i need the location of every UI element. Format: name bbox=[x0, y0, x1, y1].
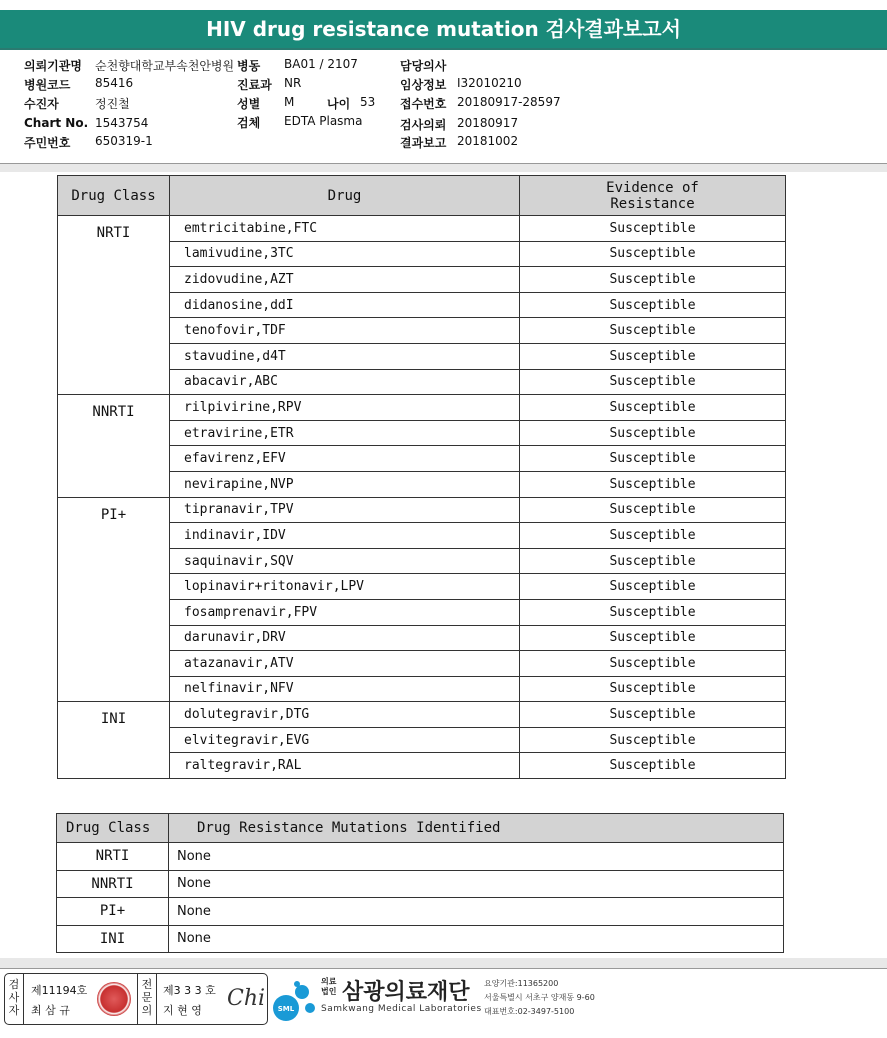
institution-value: 순천향대학교부속천안병원 bbox=[95, 59, 235, 73]
resistance-result-cell: Susceptible bbox=[520, 548, 786, 574]
resistance-result-cell: Susceptible bbox=[520, 599, 786, 625]
sig-divider-2 bbox=[137, 974, 138, 1024]
footer bbox=[0, 958, 887, 1038]
drug-name-cell: nelfinavir,NFV bbox=[170, 676, 520, 702]
drug-name-cell: nevirapine,NVP bbox=[170, 471, 520, 497]
org-english-name: Samkwang Medical Laboratories bbox=[321, 1004, 482, 1014]
examiner-label: 검 사 자 bbox=[8, 978, 20, 1017]
doctor-label: 담당의사 bbox=[400, 59, 447, 73]
specimen-label: 검체 bbox=[237, 116, 261, 130]
resistance-result-cell: Susceptible bbox=[520, 574, 786, 600]
org-address: 서울특별시 서초구 양재동 9-60 bbox=[484, 993, 595, 1002]
drug-name-cell: didanosine,ddI bbox=[170, 292, 520, 318]
drug-name-cell: efavirenz,EFV bbox=[170, 446, 520, 472]
drug-name-cell: lamivudine,3TC bbox=[170, 241, 520, 267]
resistance-result-cell: Susceptible bbox=[520, 216, 786, 242]
resistance-result-cell: Susceptible bbox=[520, 292, 786, 318]
chart-value: 1543754 bbox=[95, 116, 149, 130]
drug-name-cell: dolutegravir,DTG bbox=[170, 702, 520, 728]
drug-name-cell: saquinavir,SQV bbox=[170, 548, 520, 574]
dept-label: 진료과 bbox=[237, 78, 272, 92]
info-gray-band bbox=[0, 164, 887, 172]
org-phone: 대표번호:02-3497-5100 bbox=[484, 1007, 575, 1016]
org-name: 삼광의료재단 bbox=[342, 980, 470, 1005]
drug-name-cell: atazanavir,ATV bbox=[170, 651, 520, 677]
resistance-result-cell: Susceptible bbox=[520, 497, 786, 523]
resistance-table bbox=[57, 175, 786, 779]
sml-logo-text: SML bbox=[277, 1005, 295, 1013]
patient-value: 정진철 bbox=[95, 97, 130, 111]
drug-name-cell: raltegravir,RAL bbox=[170, 753, 520, 779]
ward-label: 병동 bbox=[237, 59, 261, 73]
drug-name-cell: etravirine,ETR bbox=[170, 420, 520, 446]
sml-logo-icon bbox=[272, 978, 318, 1024]
resistance-result-cell: Susceptible bbox=[520, 446, 786, 472]
mutation-value-cell: None bbox=[169, 843, 784, 871]
report-title: HIV drug resistance mutation 검사결과보고서 bbox=[0, 10, 887, 48]
resistance-result-cell: Susceptible bbox=[520, 753, 786, 779]
sig-divider-3 bbox=[156, 974, 157, 1024]
resistance-result-cell: Susceptible bbox=[520, 702, 786, 728]
resistance-result-cell: Susceptible bbox=[520, 651, 786, 677]
request-label: 검사의뢰 bbox=[400, 118, 447, 132]
drug-name-cell: abacavir,ABC bbox=[170, 369, 520, 395]
specimen-value: EDTA Plasma bbox=[284, 114, 363, 128]
sex-value: M bbox=[284, 95, 295, 109]
mutation-row bbox=[57, 898, 784, 926]
resistance-result-cell: Susceptible bbox=[520, 420, 786, 446]
examiner-name: 최 삼 규 bbox=[31, 1004, 70, 1017]
mutation-header-row bbox=[57, 814, 784, 843]
resistance-result-cell: Susceptible bbox=[520, 369, 786, 395]
specialist-name: 지 현 영 bbox=[163, 1004, 202, 1017]
resistance-result-cell: Susceptible bbox=[520, 676, 786, 702]
specialist-signature: Chi bbox=[227, 986, 266, 1011]
drug-name-cell: fosamprenavir,FPV bbox=[170, 599, 520, 625]
mutation-row bbox=[57, 925, 784, 953]
resistance-result-cell: Susceptible bbox=[520, 523, 786, 549]
mutation-row bbox=[57, 870, 784, 898]
sex-label: 성별 bbox=[237, 97, 261, 111]
resistance-header-row bbox=[58, 176, 786, 216]
drug-class-cell: INI bbox=[58, 702, 170, 779]
mutation-class-cell: PI+ bbox=[57, 898, 169, 926]
specialist-no: 제3 3 3 호 bbox=[163, 984, 216, 997]
col-evidence-line1: Evidence of bbox=[606, 179, 699, 196]
mutation-table bbox=[56, 813, 784, 953]
title-rule bbox=[0, 48, 887, 50]
mutation-value-cell: None bbox=[169, 898, 784, 926]
mutation-class-cell: INI bbox=[57, 925, 169, 953]
col-mutations: Drug Resistance Mutations Identified bbox=[169, 814, 784, 843]
drug-name-cell: emtricitabine,FTC bbox=[170, 216, 520, 242]
drug-name-cell: zidovudine,AZT bbox=[170, 267, 520, 293]
footer-rule bbox=[0, 968, 887, 969]
mutation-value-cell: None bbox=[169, 925, 784, 953]
id-value: 650319-1 bbox=[95, 134, 153, 148]
drug-name-cell: stavudine,d4T bbox=[170, 343, 520, 369]
mutation-body bbox=[57, 843, 784, 953]
drug-name-cell: elvitegravir,EVG bbox=[170, 727, 520, 753]
col-drug-class: Drug Class bbox=[58, 176, 170, 216]
col-evidence-line2: Resistance bbox=[610, 195, 695, 212]
clinical-value: I32010210 bbox=[457, 76, 522, 90]
drug-name-cell: tenofovir,TDF bbox=[170, 318, 520, 344]
receipt-value: 20180917-28597 bbox=[457, 95, 561, 109]
patient-label: 수진자 bbox=[24, 97, 59, 111]
resistance-result-cell: Susceptible bbox=[520, 318, 786, 344]
age-label: 나이 bbox=[327, 97, 351, 111]
resistance-result-cell: Susceptible bbox=[520, 267, 786, 293]
report-value: 20181002 bbox=[457, 134, 519, 148]
institution-label: 의뢰기관명 bbox=[24, 59, 82, 73]
examiner-seal-icon bbox=[97, 982, 131, 1016]
col-mut-class: Drug Class bbox=[57, 814, 169, 843]
chart-label: Chart No. bbox=[24, 116, 89, 130]
ward-value: BA01 / 2107 bbox=[284, 57, 358, 71]
drug-class-cell: PI+ bbox=[58, 497, 170, 702]
drug-class-cell: NRTI bbox=[58, 216, 170, 395]
examiner-no: 제11194호 bbox=[31, 984, 88, 997]
mutation-value-cell: None bbox=[169, 870, 784, 898]
request-value: 20180917 bbox=[457, 116, 519, 130]
drug-name-cell: indinavir,IDV bbox=[170, 523, 520, 549]
resistance-result-cell: Susceptible bbox=[520, 343, 786, 369]
clinical-label: 임상정보 bbox=[400, 78, 447, 92]
org-code: 요양기관:11365200 bbox=[484, 979, 559, 988]
resistance-body bbox=[58, 216, 786, 779]
drug-name-cell: darunavir,DRV bbox=[170, 625, 520, 651]
org-type: 의료 법인 bbox=[321, 977, 337, 996]
resistance-row bbox=[58, 702, 786, 728]
resistance-result-cell: Susceptible bbox=[520, 395, 786, 421]
mutation-class-cell: NNRTI bbox=[57, 870, 169, 898]
resistance-row bbox=[58, 216, 786, 242]
receipt-label: 접수번호 bbox=[400, 97, 447, 111]
mutation-class-cell: NRTI bbox=[57, 843, 169, 871]
hospital-code-label: 병원코드 bbox=[24, 78, 71, 92]
resistance-result-cell: Susceptible bbox=[520, 241, 786, 267]
drug-name-cell: rilpivirine,RPV bbox=[170, 395, 520, 421]
resistance-result-cell: Susceptible bbox=[520, 471, 786, 497]
drug-name-cell: lopinavir+ritonavir,LPV bbox=[170, 574, 520, 600]
age-value: 53 bbox=[360, 95, 376, 109]
sig-divider-1 bbox=[23, 974, 24, 1024]
id-label: 주민번호 bbox=[24, 136, 71, 150]
drug-name-cell: tipranavir,TPV bbox=[170, 497, 520, 523]
signature-box bbox=[4, 973, 268, 1025]
resistance-row bbox=[58, 395, 786, 421]
col-evidence bbox=[520, 176, 786, 216]
resistance-row bbox=[58, 497, 786, 523]
drug-class-cell: NNRTI bbox=[58, 395, 170, 497]
specialist-label: 전 문 의 bbox=[141, 978, 153, 1017]
footer-gray-band bbox=[0, 958, 887, 968]
col-drug: Drug bbox=[170, 176, 520, 216]
resistance-result-cell: Susceptible bbox=[520, 727, 786, 753]
report-label: 결과보고 bbox=[400, 136, 447, 150]
hospital-code-value: 85416 bbox=[95, 76, 134, 90]
dept-value: NR bbox=[284, 76, 302, 90]
resistance-result-cell: Susceptible bbox=[520, 625, 786, 651]
mutation-row bbox=[57, 843, 784, 871]
